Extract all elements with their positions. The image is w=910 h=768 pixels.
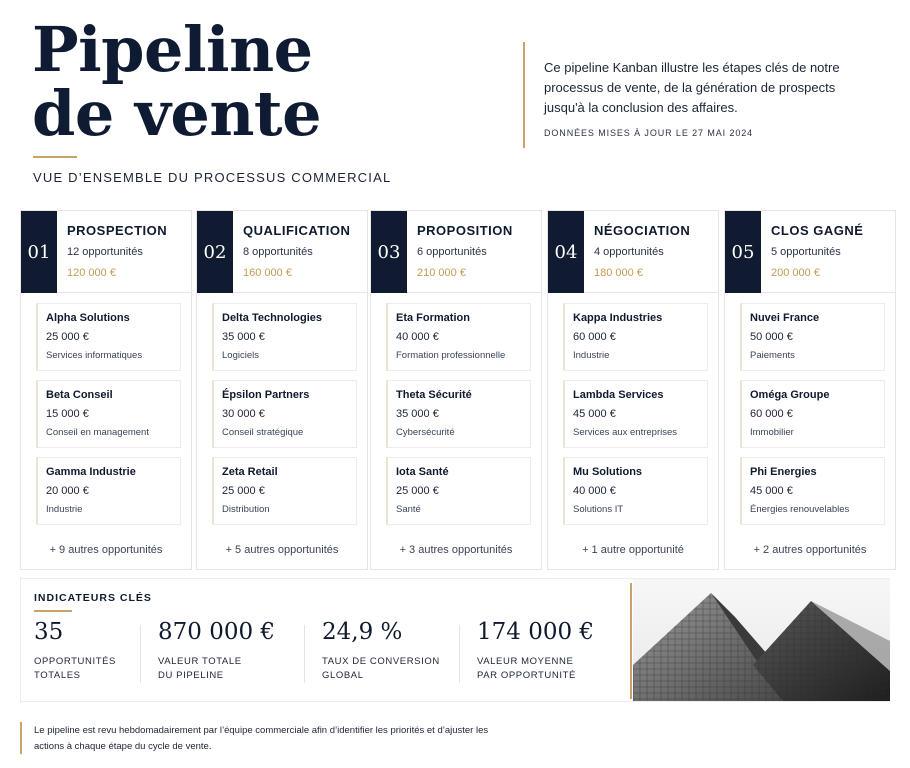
deal-name: Alpha Solutions	[46, 312, 130, 324]
stage-column-prospection	[20, 210, 192, 570]
deal-value: 45 000 €	[573, 408, 616, 420]
stage-total: 180 000 €	[594, 267, 643, 279]
deal-sector: Distribution	[222, 504, 270, 515]
kpi-value: 24,9 %	[322, 619, 403, 645]
stage-header	[371, 211, 541, 293]
kpi-divider	[140, 625, 141, 683]
deal-card[interactable]	[563, 380, 708, 448]
stage-column-proposition	[370, 210, 542, 570]
kpi-label: VALEUR MOYENNE PAR OPPORTUNITÉ	[477, 656, 576, 681]
more-opportunities-link[interactable]: + 5 autres opportunités	[225, 544, 339, 556]
kpi-pipeline-value	[158, 619, 275, 683]
deal-card[interactable]	[212, 457, 357, 525]
deal-value: 25 000 €	[396, 485, 439, 497]
kpi-total-opportunities	[34, 619, 116, 683]
stage-column-qualification	[196, 210, 368, 570]
stage-header	[21, 211, 191, 293]
building-illustration	[633, 579, 890, 701]
deal-sector: Immobilier	[750, 427, 794, 438]
kpi-value: 870 000 €	[158, 619, 276, 645]
deal-name: Oméga Groupe	[750, 389, 830, 401]
kpi-accent-bar	[630, 583, 632, 699]
kpi-conversion-rate	[322, 619, 440, 683]
stage-number: 03	[371, 211, 407, 293]
update-date: DONNÉES MISES À JOUR LE 27 MAI 2024	[544, 128, 754, 138]
stage-column-negociation	[547, 210, 719, 570]
stage-count: 12 opportunités	[67, 246, 143, 258]
stage-header	[725, 211, 895, 293]
deal-value: 20 000 €	[46, 485, 89, 497]
building-photo	[633, 579, 890, 701]
footer-accent-bar	[20, 722, 22, 754]
deal-name: Theta Sécurité	[396, 389, 472, 401]
deal-card[interactable]	[386, 303, 531, 371]
stage-number: 04	[548, 211, 584, 293]
deal-sector: Industrie	[46, 504, 83, 515]
deal-value: 35 000 €	[222, 331, 265, 343]
page-subtitle: VUE D’ENSEMBLE DU PROCESSUS COMMERCIAL	[33, 170, 392, 185]
kpi-divider	[304, 625, 305, 683]
deal-value: 15 000 €	[46, 408, 89, 420]
deal-value: 40 000 €	[396, 331, 439, 343]
footer-note: Le pipeline est revu hebdomadairement par l’équipe commerciale afin d’identifier les priorités et d’ajuster les actions à chaque étape du cycle de vente.	[34, 725, 489, 752]
deal-card[interactable]	[740, 457, 885, 525]
deal-value: 60 000 €	[573, 331, 616, 343]
more-opportunities-link[interactable]: + 1 autre opportunité	[582, 544, 684, 556]
kpi-average-value	[477, 619, 594, 683]
deal-card[interactable]	[740, 303, 885, 371]
kpi-panel	[20, 578, 890, 702]
deal-name: Delta Technologies	[222, 312, 323, 324]
deal-sector: Services informatiques	[46, 350, 143, 361]
more-opportunities-link[interactable]: + 2 autres opportunités	[753, 544, 867, 556]
deal-name: Beta Conseil	[46, 389, 113, 401]
deal-card[interactable]	[36, 380, 181, 448]
deal-sector: Logiciels	[222, 350, 259, 361]
deal-name: Épsilon Partners	[222, 389, 310, 401]
deal-card[interactable]	[386, 380, 531, 448]
deal-value: 40 000 €	[573, 485, 616, 497]
deal-value: 25 000 €	[46, 331, 89, 343]
stage-name: CLOS GAGNÉ	[771, 223, 864, 238]
deal-card[interactable]	[212, 380, 357, 448]
stage-count: 6 opportunités	[417, 246, 487, 258]
stage-number: 05	[725, 211, 761, 293]
deal-sector: Formation professionnelle	[396, 350, 506, 361]
deal-value: 45 000 €	[750, 485, 793, 497]
stage-name: QUALIFICATION	[243, 223, 351, 238]
kpi-value: 174 000 €	[477, 619, 595, 645]
kpi-label: OPPORTUNITÉS TOTALES	[34, 656, 116, 681]
deal-name: Iota Santé	[396, 466, 449, 478]
stage-number: 01	[21, 211, 57, 293]
stage-name: PROSPECTION	[67, 223, 168, 238]
deal-card[interactable]	[740, 380, 885, 448]
deal-sector: Industrie	[573, 350, 610, 361]
kpi-value: 35	[34, 619, 64, 645]
stage-count: 8 opportunités	[243, 246, 313, 258]
deal-name: Phi Energies	[750, 466, 817, 478]
deal-card[interactable]	[36, 303, 181, 371]
deal-sector: Santé	[396, 504, 421, 515]
deal-sector: Solutions IT	[573, 504, 624, 515]
stage-total: 210 000 €	[417, 267, 466, 279]
kpi-title: INDICATEURS CLÉS	[34, 592, 152, 604]
kpi-accent-rule	[34, 610, 72, 612]
deal-sector: Conseil stratégique	[222, 427, 304, 438]
page-title-line-2: de vente	[32, 77, 322, 150]
deal-value: 50 000 €	[750, 331, 793, 343]
deal-sector: Énergies renouvelables	[750, 504, 850, 515]
stage-total: 120 000 €	[67, 267, 116, 279]
stage-number: 02	[197, 211, 233, 293]
stage-total: 160 000 €	[243, 267, 292, 279]
page-title-line-1: Pipeline	[32, 13, 313, 86]
deal-value: 60 000 €	[750, 408, 793, 420]
stage-header	[548, 211, 718, 293]
deal-card[interactable]	[212, 303, 357, 371]
kpi-divider	[459, 625, 460, 683]
deal-value: 25 000 €	[222, 485, 265, 497]
deal-name: Gamma Industrie	[46, 466, 136, 478]
deal-sector: Conseil en management	[46, 427, 149, 438]
deal-card[interactable]	[386, 457, 531, 525]
stage-count: 5 opportunités	[771, 246, 841, 258]
more-opportunities-link[interactable]: + 3 autres opportunités	[399, 544, 513, 556]
deal-name: Nuvei France	[750, 312, 820, 324]
deal-sector: Paiements	[750, 350, 795, 361]
deal-card[interactable]	[36, 457, 181, 525]
kpi-label: VALEUR TOTALE DU PIPELINE	[158, 656, 242, 681]
intro-accent-bar	[523, 42, 525, 148]
deal-name: Zeta Retail	[222, 466, 278, 478]
stage-name: NÉGOCIATION	[594, 223, 691, 238]
deal-card[interactable]	[563, 457, 708, 525]
stage-count: 4 opportunités	[594, 246, 664, 258]
deal-card[interactable]	[563, 303, 708, 371]
deal-name: Eta Formation	[396, 312, 470, 324]
deal-sector: Cybersécurité	[396, 427, 455, 438]
stage-total: 200 000 €	[771, 267, 820, 279]
title-accent-rule	[33, 156, 77, 158]
stage-header	[197, 211, 367, 293]
deal-name: Kappa Industries	[573, 312, 663, 324]
deal-name: Lambda Services	[573, 389, 664, 401]
intro-text: Ce pipeline Kanban illustre les étapes clés de notre processus de vente, de la génération de prospects jusqu'à la conclusion des affaires.	[544, 60, 840, 115]
stage-column-clos-gagne	[724, 210, 896, 570]
deal-value: 30 000 €	[222, 408, 265, 420]
kpi-label: TAUX DE CONVERSION GLOBAL	[322, 656, 440, 681]
page-title	[32, 13, 322, 150]
deal-value: 35 000 €	[396, 408, 439, 420]
more-opportunities-link[interactable]: + 9 autres opportunités	[49, 544, 163, 556]
stage-name: PROPOSITION	[417, 223, 513, 238]
deal-sector: Services aux entreprises	[573, 427, 678, 438]
deal-name: Mu Solutions	[573, 466, 643, 478]
